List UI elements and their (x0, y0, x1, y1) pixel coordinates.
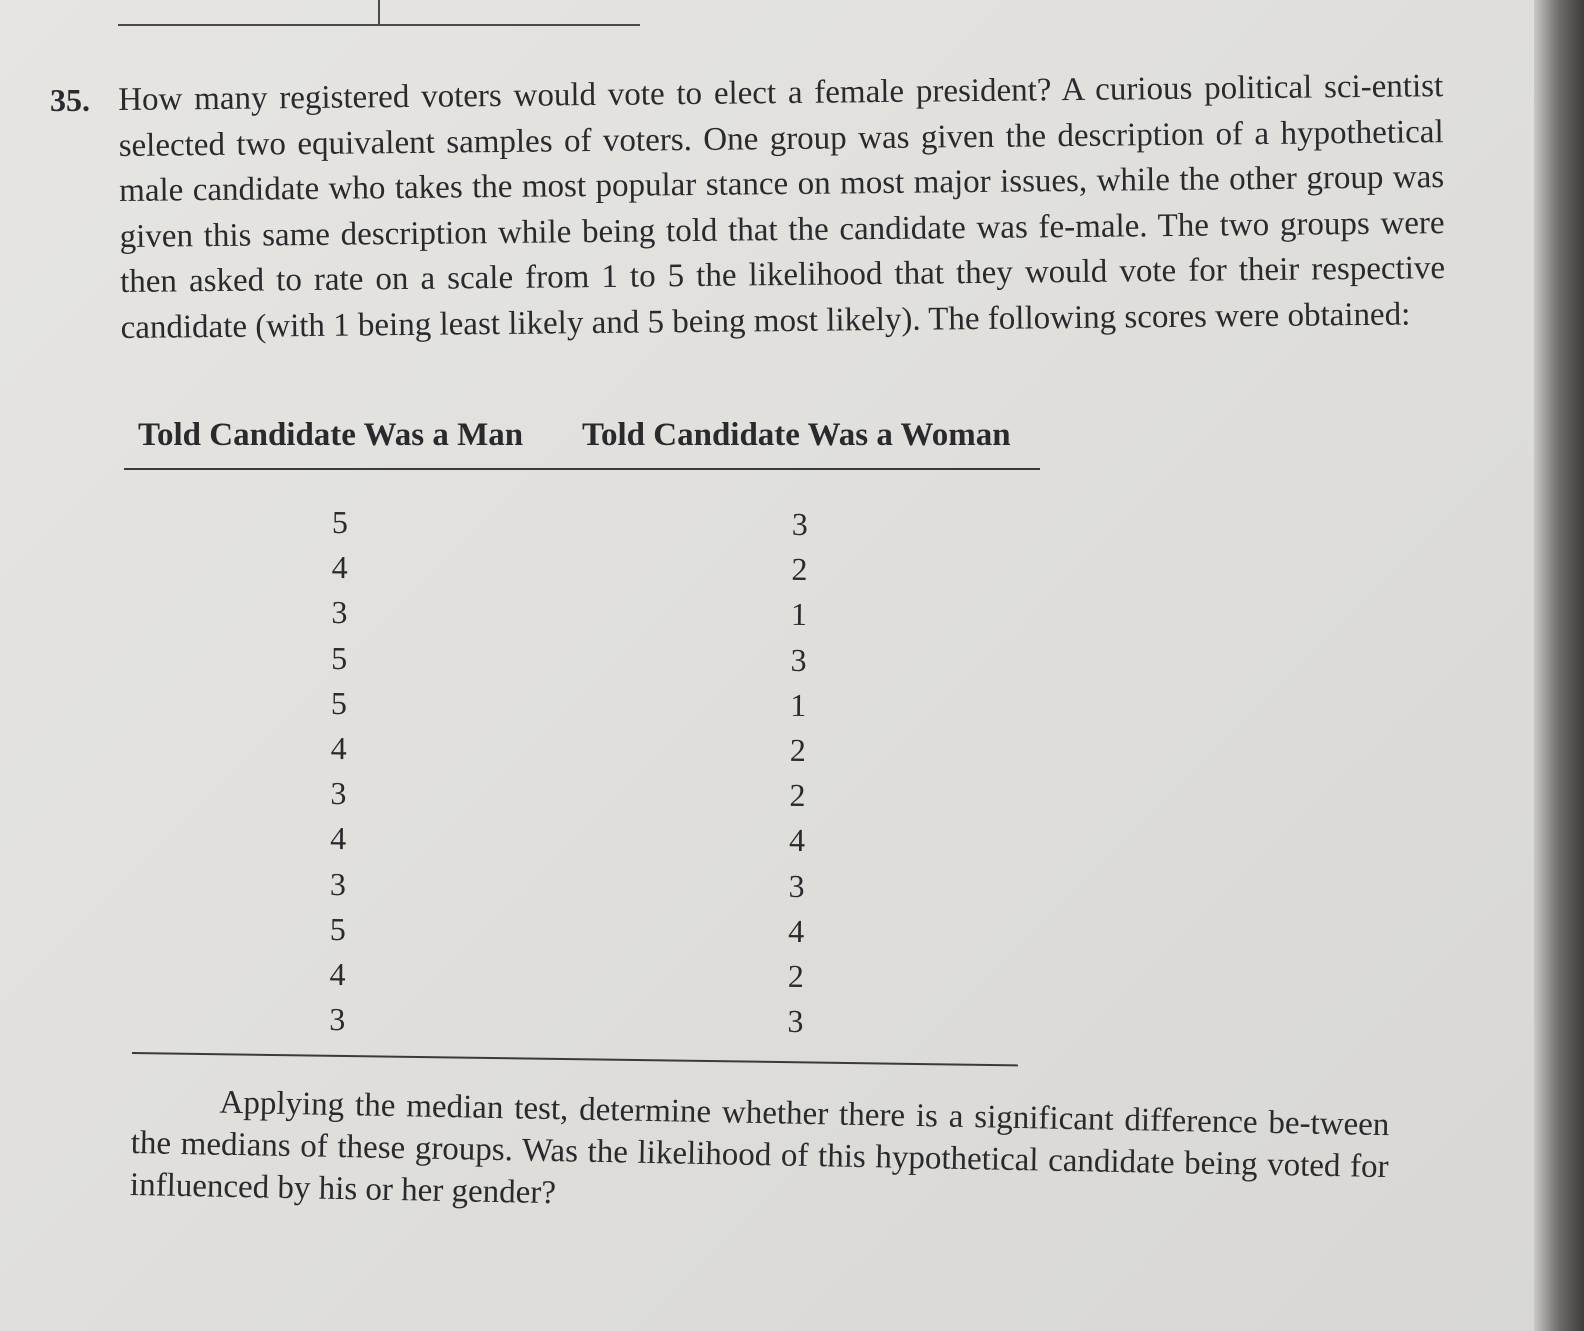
woman-score: 1 (790, 596, 808, 633)
woman-scores-column (765, 502, 830, 1045)
woman-score: 4 (788, 822, 806, 859)
problem-text: How many registered voters would vote to elect a female president? A curious political sci-entist selected two equivalent samples of voters. One group was given the description of a hypothetical male candidate who takes the most popular stance on most major issues, while the other group was given this same description while being told that the candidate was fe-male. The two groups were then asked to rate on a scale from 1 to 5 the likelihood that they would vote for their respective candidate (with 1 being least likely and 5 being most likely). The following scores were obtained: (118, 68, 1446, 346)
table-bottom-rule (132, 1052, 1018, 1066)
man-score: 5 (329, 910, 346, 947)
woman-score: 4 (788, 912, 805, 949)
woman-score: 3 (790, 641, 807, 678)
question-text: Applying the median test, determine whether there is a significant difference be-tween the medians of these groups. Was the likelihood of this hypothetical candidate being voted for influenced by his or her gender? (129, 1084, 1390, 1212)
man-score: 4 (330, 820, 347, 857)
woman-score: 2 (791, 551, 808, 588)
man-score: 3 (329, 865, 347, 902)
man-score: 4 (331, 549, 348, 586)
header-woman: Told Candidate Was a Woman (582, 417, 1011, 453)
woman-score: 3 (791, 505, 808, 543)
man-score: 4 (330, 729, 347, 766)
man-score: 3 (331, 594, 348, 631)
woman-score: 2 (787, 957, 805, 994)
woman-score: 3 (788, 867, 805, 904)
man-score: 5 (331, 503, 348, 541)
header-man: Told Candidate Was a Man (138, 417, 524, 453)
man-score: 5 (331, 639, 348, 676)
man-scores-column (307, 500, 370, 1043)
man-score: 5 (330, 684, 348, 721)
table-top-rule (124, 468, 1040, 470)
man-score: 3 (329, 1001, 346, 1038)
woman-score: 3 (787, 1002, 804, 1040)
woman-score: 1 (790, 686, 807, 723)
problem-number: 35. (50, 82, 90, 118)
top-rule-tick (378, 0, 380, 26)
page-edge-shadow (1534, 0, 1584, 1331)
man-score: 3 (330, 775, 347, 812)
woman-score: 2 (789, 731, 806, 768)
woman-score: 2 (789, 777, 806, 814)
man-score: 4 (329, 955, 346, 992)
